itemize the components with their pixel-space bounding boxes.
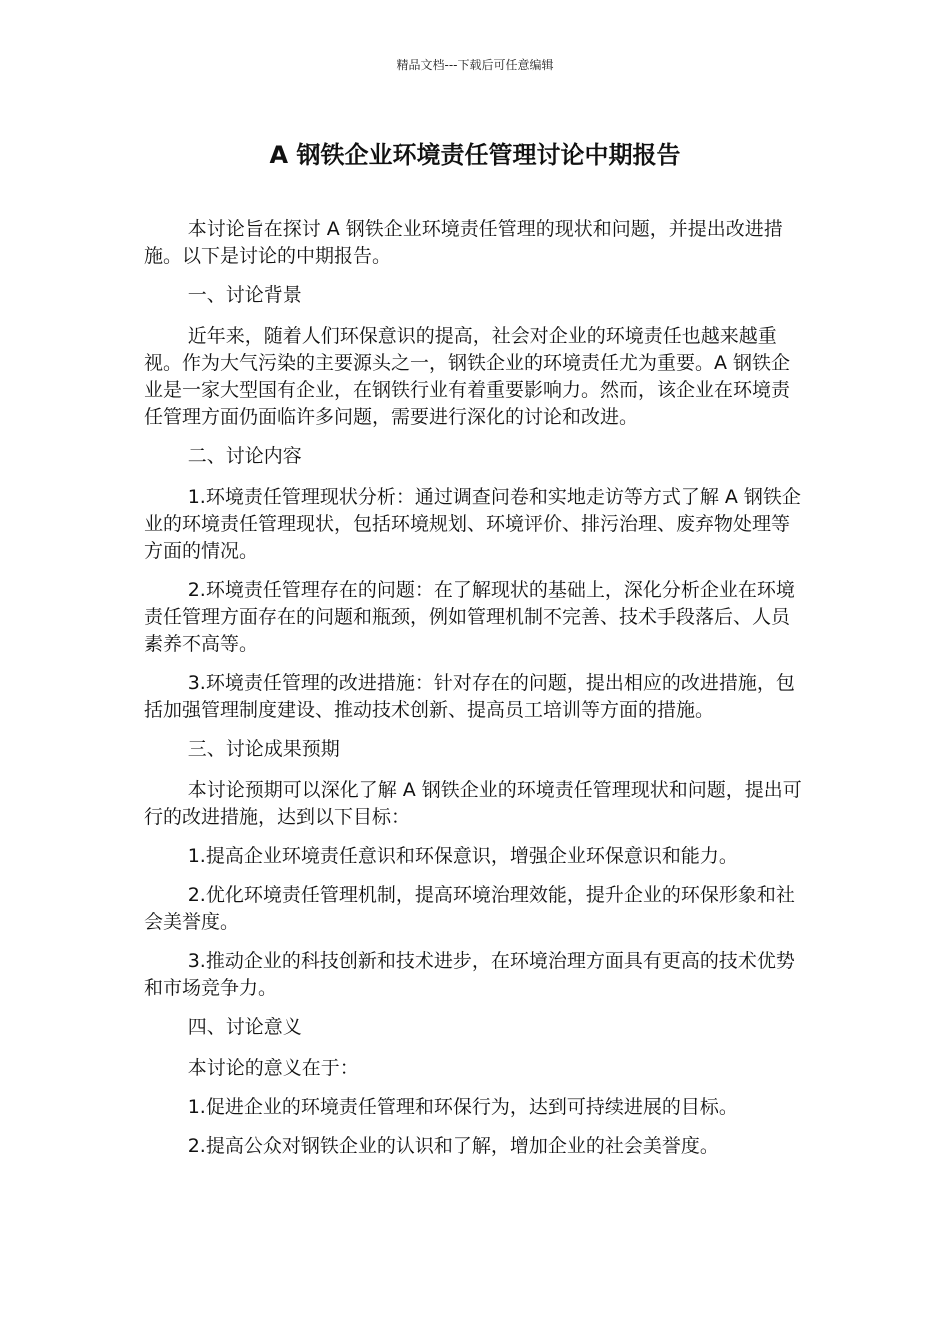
document-body [144, 216, 808, 1172]
paragraph-goal-2: 2.优化环境责任管理机制，提高环境治理效能，提升企业的环保形象和社会美誉度。 [144, 884, 795, 933]
paragraph-significance-intro: 本讨论的意义在于： [187, 1057, 359, 1079]
paragraph-content-item-2: 2.环境责任管理存在的问题：在了解现状的基础上，深化分析企业在环境责任管理方面存在的问题和瓶颈，例如管理机制不完善、技术手段落后、人员素养不高等。 [144, 579, 795, 655]
page-header-note: 精品文档---下载后可任意编辑 [396, 58, 554, 72]
section-heading-background: 一、讨论背景 [187, 284, 302, 306]
paragraph-goal-1: 1.提高企业环境责任意识和环保意识，增强企业环保意识和能力。 [187, 845, 738, 867]
paragraph-content-item-3: 3.环境责任管理的改进措施：针对存在的问题，提出相应的改进措施，包括加强管理制度建设、推动技术创新、提高员工培训等方面的措施。 [144, 672, 795, 721]
section-heading-significance: 四、讨论意义 [187, 1016, 302, 1038]
section-heading-content: 二、讨论内容 [187, 445, 302, 467]
section-heading-expected-results: 三、讨论成果预期 [187, 738, 340, 760]
document-title: A 钢铁企业环境责任管理讨论中期报告 [269, 141, 681, 169]
paragraph-significance-2: 2.提高公众对钢铁企业的认识和了解，增加企业的社会美誉度。 [187, 1135, 719, 1157]
paragraph-expected-intro: 本讨论预期可以深化了解 A 钢铁企业的环境责任管理现状和问题，提出可行的改进措施，达到以下目标： [144, 779, 802, 828]
paragraph-intro: 本讨论旨在探讨 A 钢铁企业环境责任管理的现状和问题，并提出改进措施。以下是讨论的中期报告。 [144, 218, 783, 267]
paragraph-significance-1: 1.促进企业的环境责任管理和环保行为，达到可持续进展的目标。 [187, 1096, 738, 1118]
paragraph-background: 近年来，随着人们环保意识的提高，社会对企业的环境责任也越来越重视。作为大气污染的主要源头之一，钢铁企业的环境责任尤为重要。A 钢铁企业是一家大型国有企业，在钢铁行业有着重要影响力。然而，该企业在环境责任管理方面仍面临许多问题，需要进行深化的讨论和改进。 [144, 325, 791, 428]
paragraph-content-item-1: 1.环境责任管理现状分析：通过调查问卷和实地走访等方式了解 A 钢铁企业的环境责任管理现状，包括环境规划、环境评价、排污治理、废弃物处理等方面的情况。 [144, 486, 801, 562]
paragraph-goal-3: 3.推动企业的科技创新和技术进步，在环境治理方面具有更高的技术优势和市场竞争力。 [144, 950, 795, 999]
